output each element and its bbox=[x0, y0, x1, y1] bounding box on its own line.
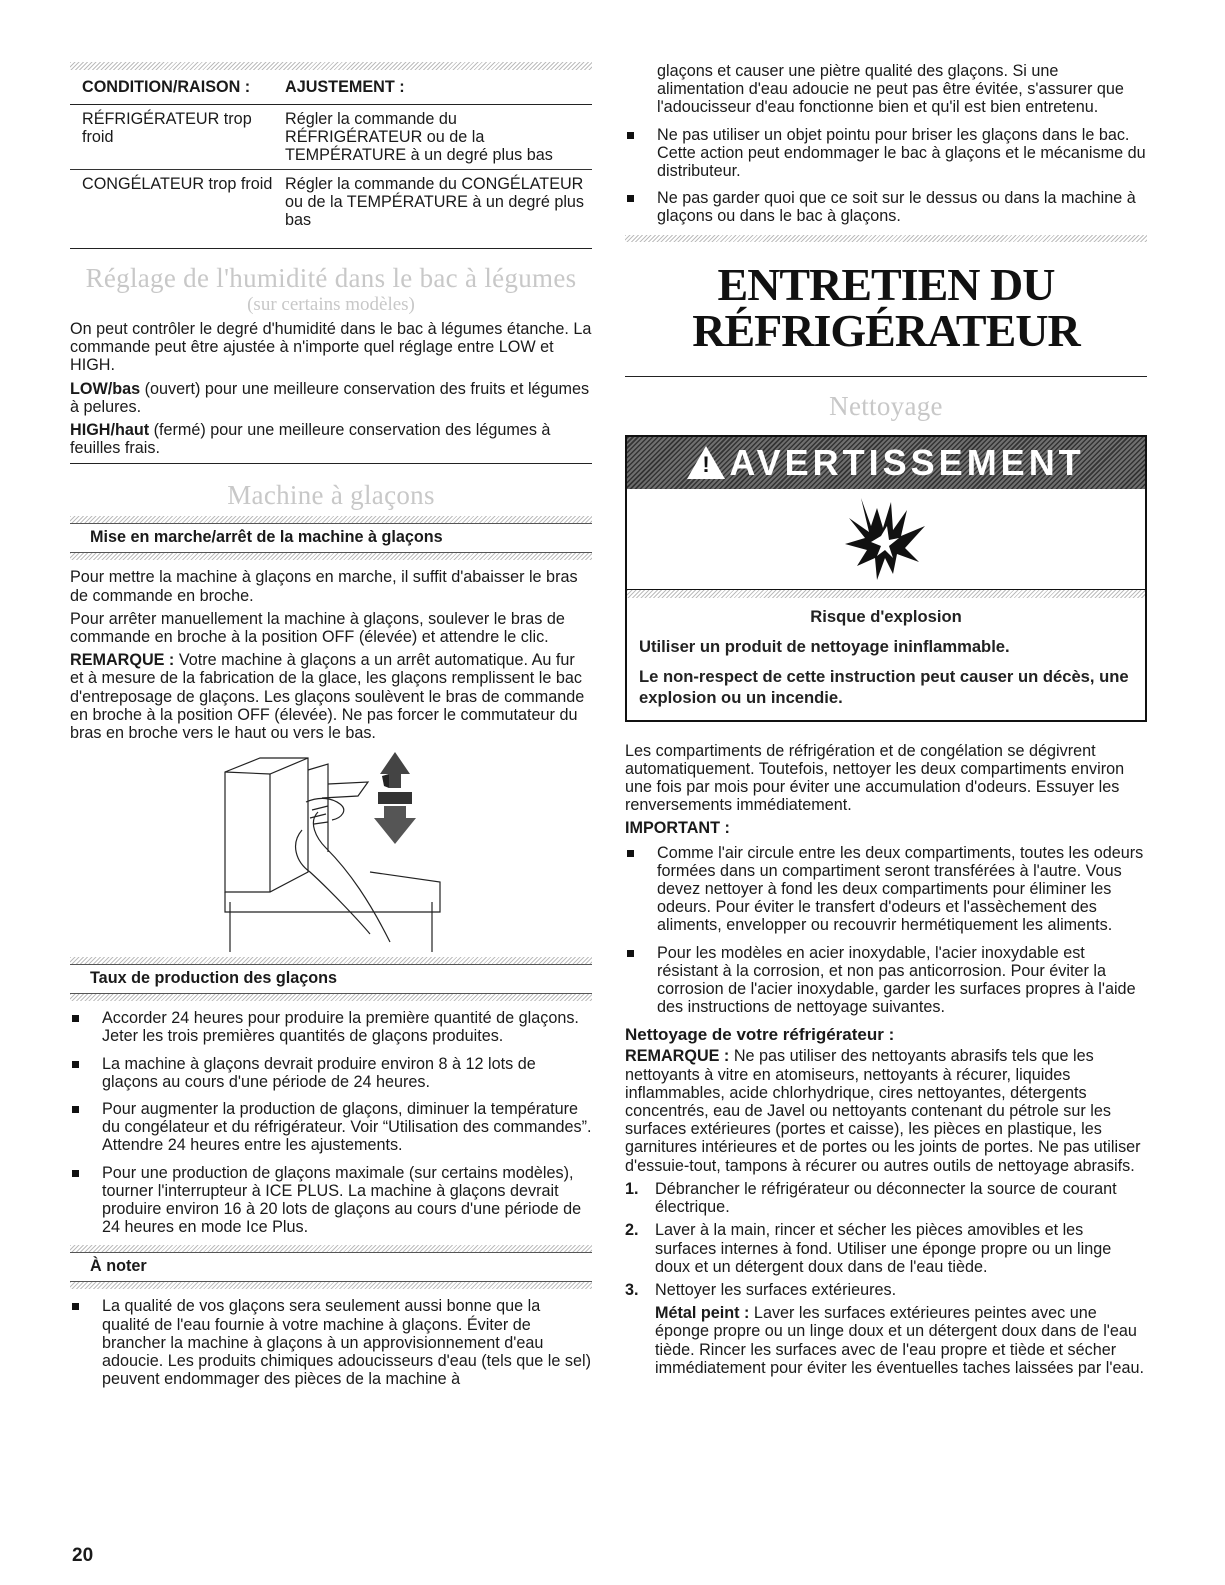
maintenance-title bbox=[625, 258, 1147, 356]
list-item: Ne pas garder quoi que ce soit sur le dessus ou dans la machine à glaçons ou dans le bac à glaçons. bbox=[625, 189, 1147, 225]
onoff-heading-block bbox=[70, 516, 592, 560]
humidity-section-subtitle: (sur certains modèles) bbox=[247, 294, 415, 315]
note-list-left bbox=[70, 1297, 592, 1388]
painted-metal-text: Laver les surfaces extérieures peintes avec une éponge propre ou un linge doux et un détergent doux dans de l'eau tiède. Rincer les surfaces avec de l'eau propre et tiède et sécher immédiatement pour éviter les éventuelles taches laissées par l'eau. bbox=[655, 1304, 1144, 1377]
step-item: 1. Débrancher le réfrigérateur ou déconnecter la source de courant électrique. bbox=[625, 1179, 1117, 1217]
important-label: IMPORTANT : bbox=[625, 819, 730, 838]
warning-header bbox=[627, 437, 1145, 489]
warning-heading: Risque d'explosion bbox=[810, 606, 962, 626]
list-item: La qualité de vos glaçons sera seulement aussi bonne que la qualité de l'eau fournie à votre machine à glaçons. Éviter de brancher la machine à glaçons à un approvisionnement d'eau adoucie. Les produits chimiques adoucisseurs d'eau (tels que le sel) peuvent endommager des pièces de la machine à bbox=[70, 1297, 592, 1388]
list-item: Accorder 24 heures pour produire la première quantité de glaçons. Jeter les trois premières quantités de glaçons produites. bbox=[70, 1009, 592, 1045]
bullet-icon bbox=[627, 195, 634, 202]
page-number: 20 bbox=[72, 1545, 94, 1566]
cleaning-remark-text: Ne pas utiliser des nettoyants abrasifs tels que les nettoyants à vitre en atomiseurs, nettoyants à récurer, liquides inflammables, acide chlorhydrique, cires nettoyantes, détergents concentrés, eau de Javel ou nettoyants contenant du pétrole sur les surfaces extérieures (portes et caisse), les pièces en plastique, les garnitures intérieures et de portes ou les joints de portes. Ne pas utiliser d'essuie-tout, tampons à récurer ou autres outils de nettoyage abrasifs. bbox=[625, 1047, 1141, 1175]
humidity-paragraph: On peut contrôler le degré d'humidité dans le bac à légumes étanche. La commande peut être ajustée à n'importe quel réglage entre LOW et HIGH. bbox=[70, 320, 592, 375]
bullet-icon bbox=[72, 1061, 79, 1068]
bullet-icon bbox=[627, 850, 634, 857]
cleaning-section-title: Nettoyage bbox=[829, 390, 943, 421]
explosion-icon bbox=[841, 496, 931, 582]
cleaning-remark-label: REMARQUE : bbox=[625, 1047, 730, 1066]
table-header-adjustment: AJUSTEMENT : bbox=[285, 77, 405, 96]
painted-metal-paragraph bbox=[625, 1304, 1147, 1377]
list-item: Pour augmenter la production de glaçons, diminuer la température du congélateur et du réfrigérateur. Voir “Utilisation des commandes”. Attendre 24 heures entre les ajustements. bbox=[70, 1100, 592, 1155]
warning-box bbox=[625, 435, 1147, 722]
table-cell-condition: CONGÉLATEUR trop froid bbox=[82, 175, 273, 193]
list-item: Ne pas utiliser un objet pointu pour briser les glaçons dans le bac. Cette action peut endommager le bac à glaçons et le mécanisme du distributeur. bbox=[625, 126, 1147, 181]
icemaker-illustration bbox=[70, 752, 592, 952]
rate-heading-block bbox=[70, 957, 592, 1001]
list-item: Pour les modèles en acier inoxydable, l'acier inoxydable est résistant à la corrosion, et non pas anticorrosion. Pour éviter la corrosion de l'acier inoxydable, garder les surfaces propres à l'aide des instructions de nettoyage suivantes. bbox=[625, 944, 1147, 1017]
remark-label: REMARQUE : bbox=[70, 651, 175, 670]
painted-metal-label: Métal peint : bbox=[655, 1304, 750, 1323]
important-list bbox=[625, 844, 1147, 1017]
maintenance-title-line-2: RÉFRIGÉRATEUR bbox=[692, 304, 1080, 356]
bullet-icon bbox=[72, 1170, 79, 1177]
table-cell-adjustment: Régler la commande du CONGÉLATEUR ou de la TEMPÉRATURE à un degré plus bas bbox=[285, 175, 585, 229]
table-top-bar bbox=[70, 62, 592, 70]
humidity-section-title: Réglage de l'humidité dans le bac à légumes bbox=[85, 263, 577, 293]
icemaker-remark bbox=[70, 651, 592, 742]
up-arrow-icon bbox=[380, 752, 410, 788]
onoff-heading: Mise en marche/arrêt de la machine à glaçons bbox=[70, 523, 592, 553]
list-item: Comme l'air circule entre les deux compartiments, toutes les odeurs formées dans un compartiment seront transférées à l'autre. Vous devez nettoyer à fond les deux compartiments pour éliminer les odeurs. Pour éviter le transfert d'odeurs et l'assèchement des aliments, envelopper ou recouvrir hermétiquement les aliments. bbox=[625, 844, 1147, 935]
note-list-right bbox=[625, 62, 1147, 226]
maintenance-title-line-1: ENTRETIEN DU bbox=[717, 258, 1055, 310]
icemaker-paragraph-2: Pour arrêter manuellement la machine à glaçons, soulever le bras de commande en broche à la position OFF (élevée) et attendre le clic. bbox=[70, 609, 565, 647]
icemaker-paragraph-1: Pour mettre la machine à glaçons en marche, il suffit d'abaisser le bras de commande en broche. bbox=[70, 568, 578, 605]
icemaker-arm-illustration bbox=[70, 752, 592, 952]
table-header bbox=[70, 70, 592, 105]
low-label: LOW/bas bbox=[70, 379, 141, 398]
humidity-low-paragraph bbox=[70, 380, 592, 416]
cleaning-steps bbox=[625, 1180, 1147, 1299]
down-arrow-icon bbox=[374, 792, 416, 844]
cleaning-paragraph: Les compartiments de réfrigération et de congélation se dégivrent automatiquement. Toutefois, nettoyer les deux compartiments environ une fois par mois pour éviter une accumulation d'odeurs. Essuyer les renversements immédiatement. bbox=[625, 741, 1125, 815]
list-item: Pour une production de glaçons maximale (sur certains modèles), tourner l'interrupteur à ICE PLUS. La machine à glaçons devrait produire environ 16 à 20 lots de glaçons au cours d'une période de 24 heures en mode Ice Plus. bbox=[70, 1164, 592, 1237]
bullet-icon bbox=[627, 950, 634, 957]
low-text: (ouvert) pour une meilleure conservation des fruits et légumes à pelures. bbox=[70, 379, 590, 416]
warning-triangle-icon: ! bbox=[687, 446, 725, 479]
left-column bbox=[70, 62, 592, 1398]
warning-line-2: Le non-respect de cette instruction peut causer un décès, une explosion ou un incendie. bbox=[639, 666, 1129, 707]
cleaning-remark bbox=[625, 1047, 1147, 1174]
table-row bbox=[70, 105, 592, 169]
cleaning-heading: Nettoyage de votre réfrigérateur : bbox=[625, 1025, 895, 1045]
bullet-icon bbox=[72, 1015, 79, 1022]
remark-text: Votre machine à glaçons a un arrêt automatique. Au fur et à mesure de la fabrication de la glace, les glaçons remplissent le bac d'entreposage de glaçons. Les glaçons soulèvent le bras de commande en broche à la position OFF (élevée). Ne pas forcer le commutateur du bras en broche vers le haut ou vers le bas. bbox=[70, 651, 585, 743]
bullet-icon bbox=[627, 132, 634, 139]
warning-body bbox=[627, 598, 1145, 720]
note-heading: À noter bbox=[70, 1252, 592, 1282]
step-item: 3. Nettoyer les surfaces extérieures. bbox=[625, 1280, 897, 1299]
table-header-condition: CONDITION/RAISON : bbox=[82, 77, 251, 96]
bullet-icon bbox=[72, 1106, 79, 1113]
table-cell-condition: RÉFRIGÉRATEUR trop froid bbox=[82, 110, 252, 146]
table-row bbox=[70, 170, 592, 234]
high-label: HIGH/haut bbox=[70, 421, 150, 440]
humidity-high-paragraph bbox=[70, 421, 592, 457]
icemaker-section-title: Machine à glaçons bbox=[227, 480, 435, 511]
high-text: (fermé) pour une meilleure conservation des légumes à feuilles frais. bbox=[70, 421, 551, 458]
rate-list bbox=[70, 1009, 592, 1236]
list-item: La machine à glaçons devrait produire environ 8 à 12 lots de glaçons au cours d'une période de 24 heures. bbox=[70, 1055, 592, 1091]
warning-word: AVERTISSEMENT bbox=[729, 441, 1085, 483]
divider-bar bbox=[625, 235, 1147, 242]
table-cell-adjustment: Régler la commande du RÉFRIGÉRATEUR ou de la TEMPÉRATURE à un degré plus bas bbox=[285, 110, 553, 164]
rate-heading: Taux de production des glaçons bbox=[70, 964, 592, 994]
list-item-continued: glaçons et causer une piètre qualité des glaçons. Si une alimentation d'eau adoucie ne peut pas être évitée, s'assurer que l'adoucisseur d'eau fonctionne bien et qu'il est bien entretenu. bbox=[657, 62, 1124, 117]
note-heading-block bbox=[70, 1245, 592, 1289]
bullet-icon bbox=[72, 1303, 79, 1310]
explosion-icon-area bbox=[627, 489, 1145, 590]
warning-line-1: Utiliser un produit de nettoyage ininflammable. bbox=[639, 636, 1010, 656]
step-item: 2. Laver à la main, rincer et sécher les pièces amovibles et les surfaces internes à fond. Utiliser une éponge propre ou un linge doux et un détergent doux dans de l'eau tiède. bbox=[625, 1221, 1112, 1276]
right-column bbox=[625, 62, 1147, 1382]
